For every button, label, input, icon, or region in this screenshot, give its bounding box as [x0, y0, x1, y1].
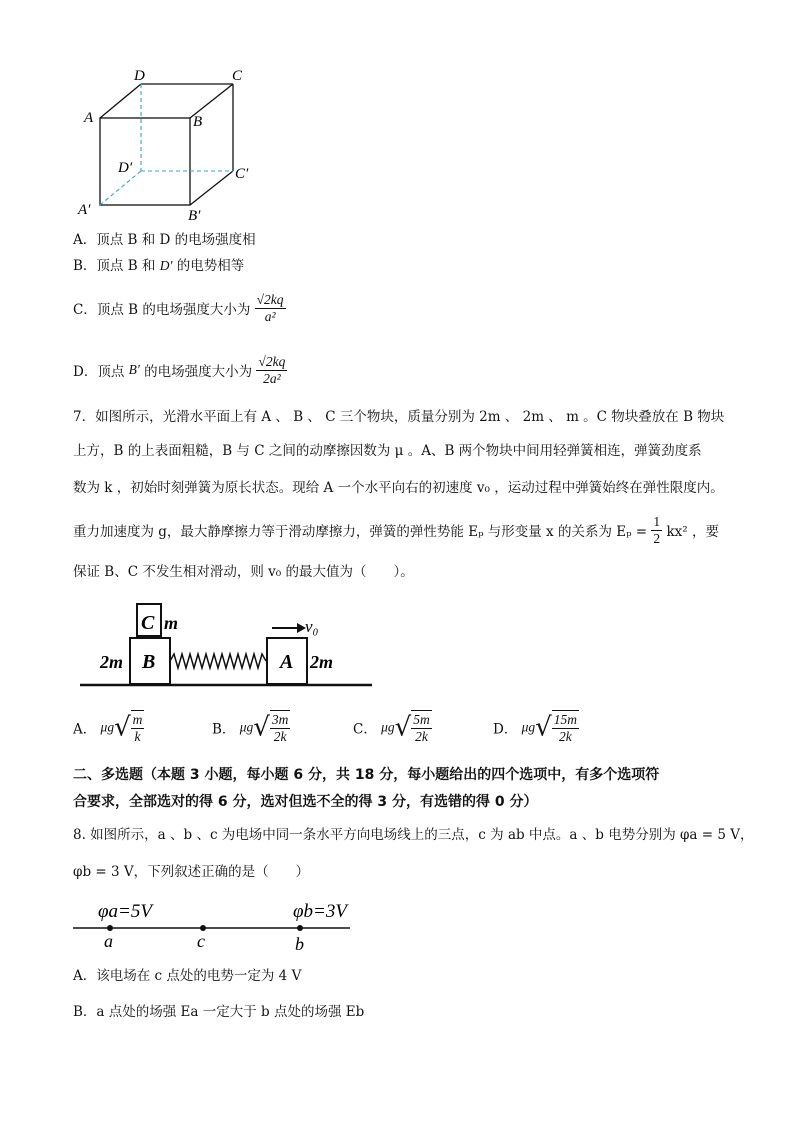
cube-label-d: D	[134, 68, 145, 84]
cube-label-b: B	[193, 114, 203, 130]
cube-label-a: A	[84, 110, 94, 126]
q7-option-a: A． μg√ $\frac{m}{k}$	[73, 712, 143, 744]
velocity-v0-label: v₀	[305, 617, 319, 636]
q7-option-b: B． μg√ $\frac{3m}{2k}$	[212, 712, 289, 744]
block-c-label: C	[141, 612, 155, 634]
q7-line-1: 7．如图所示，光滑水平面上有 A 、 B 、 C 三个物块，质量分别为 2m 、 2m 、 m 。C 物块叠放在 B 物块	[73, 409, 725, 425]
q8-option-b: B．a 点处的场强 Ea 一定大于 b 点处的场强 Eb	[73, 1004, 365, 1020]
q7-line-3: 数为 k ，初始时刻弹簧为原长状态。现给 A 一个水平向右的初速度 v₀ ，运动过程中弹簧始终在弹性限度内。	[73, 480, 724, 496]
cube-label-bp: B′	[188, 208, 201, 224]
phi-b-label: φb=3V	[293, 901, 347, 922]
q7-line-5: 保证 B、C 不发生相对滑动，则 v₀ 的最大值为（ ）。	[73, 564, 414, 580]
q6-option-c-fraction: $\frac{√2kq}{\text{a²}}$	[256, 292, 284, 324]
block-a-label: A	[280, 651, 294, 673]
q8-line-2: φb = 3 V，下列叙述正确的是（ ）	[73, 864, 310, 880]
q7-line-4: 重力加速度为 g，最大静摩擦力等于滑动摩擦力，弹簧的弹性势能 Eₚ 与形变量 x 的关系为 Eₚ = $\frac{1}{2}$ kx² ，要	[73, 514, 719, 546]
q6-option-d: D．顶点 B′ 的电场强度大小为 $\frac{√2kq}{\text{2a²}}$	[73, 354, 286, 386]
q7-line-2: 上方，B 的上表面粗糙，B 与 C 之间的动摩擦因数为 μ 。A、B 两个物块中间用轻弹簧相连，弹簧劲度系	[73, 443, 702, 459]
block-b-label: B	[142, 651, 156, 673]
q6-option-a: A．顶点 B 和 D 的电场强度相	[73, 232, 256, 248]
q7-option-d: D． μg√ $\frac{15m}{2k}$	[493, 712, 577, 744]
spring	[170, 654, 266, 668]
point-c-label: c	[197, 931, 205, 951]
q6-option-b: B．顶点 B 和 D′ 的电势相等	[73, 258, 245, 274]
q6-option-c: C．顶点 B 的电场强度大小为 $\frac{√2kq}{\text{a²}}$	[73, 292, 284, 324]
cube-label-ap: A′	[78, 202, 91, 218]
mass-2m-left-label: 2m	[100, 652, 124, 672]
point-a-label: a	[104, 931, 113, 951]
spring-block-figure	[75, 598, 375, 693]
cube-label-cp: C′	[235, 166, 249, 182]
mass-2m-right-label: 2m	[310, 652, 334, 672]
section-2-heading-line-1: 二、多选题（本题 3 小题，每小题 6 分，共 18 分，每小题给出的四个选项中，有多个选项符	[73, 767, 660, 783]
mass-m-label: m	[164, 613, 179, 633]
phi-a-label: φa=5V	[98, 901, 152, 922]
section-2-heading-line-2: 合要求，全部选对的得 6 分，选对但选不全的得 3 分，有选错的得 0 分）	[73, 794, 538, 810]
q7-option-c: C． μg√ $\frac{5m}{2k}$	[353, 712, 430, 744]
q8-option-a: A．该电场在 c 点处的电势一定为 4 V	[73, 968, 302, 984]
point-b-label: b	[295, 934, 304, 954]
cube-label-dp: D′	[118, 160, 133, 176]
field-line-figure	[70, 895, 355, 955]
cube-label-c: C	[232, 68, 243, 84]
q8-line-1: 8. 如图所示，a 、b 、c 为电场中同一条水平方向电场线上的三点，c 为 ab 中点。a 、b 电势分别为 φa = 5 V，	[73, 827, 754, 843]
cube-figure	[70, 60, 270, 225]
q6-option-d-fraction: $\frac{√2kq}{\text{2a²}}$	[258, 354, 286, 386]
q7-half-fraction: $\frac{1}{2}$	[653, 514, 661, 546]
point-b	[297, 925, 303, 931]
